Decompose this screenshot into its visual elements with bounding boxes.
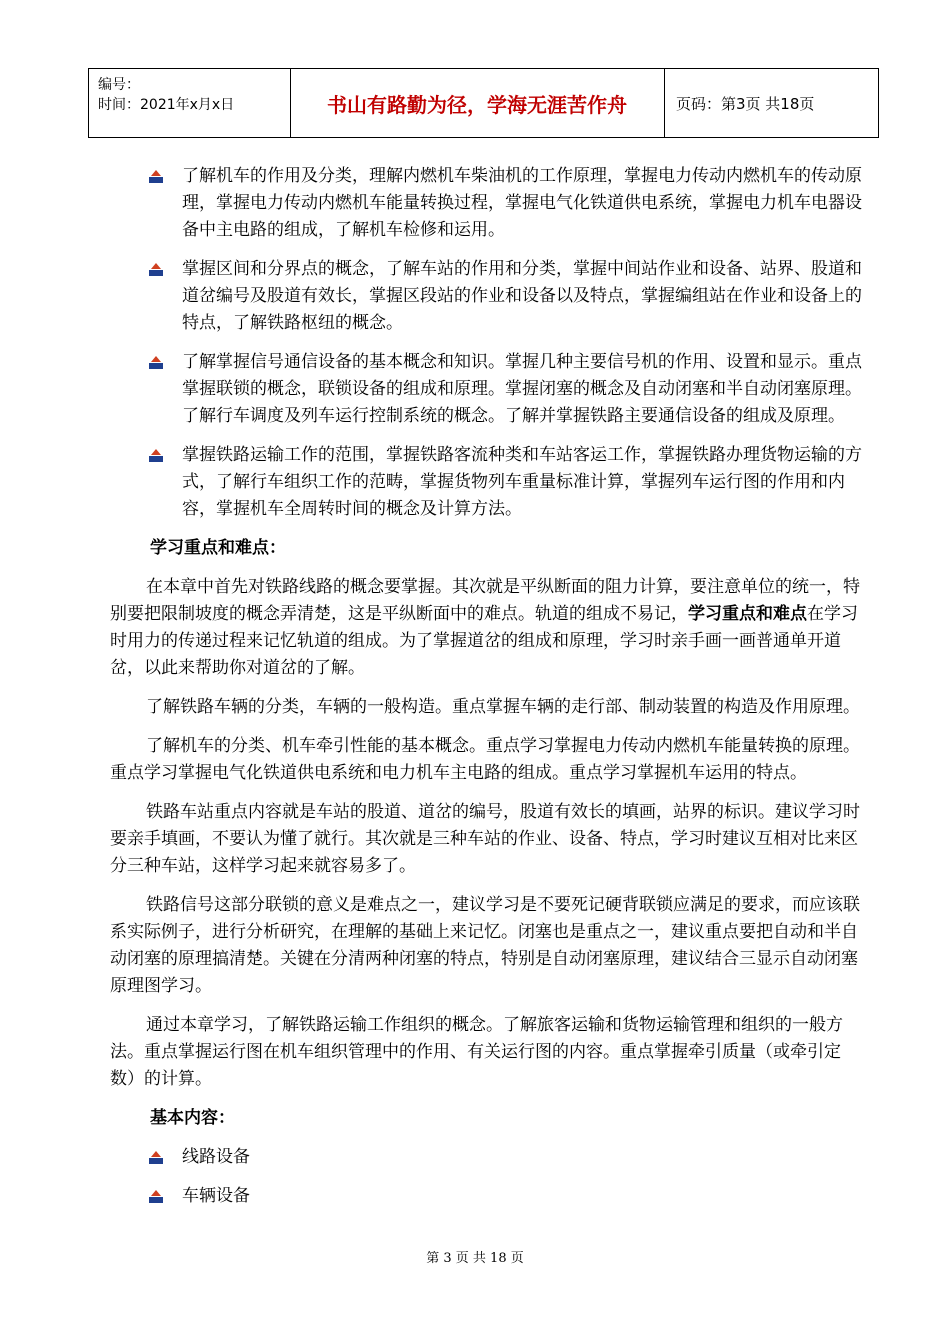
bullet-icon [148,170,164,184]
objective-text: 掌握区间和分界点的概念，了解车站的作用和分类，掌握中间站作业和设备、站界、股道和道岔编号及股道有效长，掌握区段站的作业和设备以及特点，掌握编组站在作业和设备上的特点，了解铁路枢纽的概念。 [182,259,862,333]
objective-text: 了解掌握信号通信设备的基本概念和知识。掌握几种主要信号机的作用、设置和显示。重点掌握联锁的概念，联锁设备的组成和原理。掌握闭塞的概念及自动闭塞和半自动闭塞原理。了解行车调度及列车运行控制系统的概念。了解并掌握铁路主要通信设备的组成及原理。 [182,352,862,426]
content-item [110,1144,866,1171]
bullet-icon [148,356,164,370]
objective-item [110,349,866,430]
objective-item [110,442,866,523]
header-divider [664,69,665,137]
content-item-text: 车辆设备 [182,1186,250,1206]
header-divider [878,69,879,137]
header-page-info: 页码：第3页 共18页 [676,94,815,113]
paragraph: 了解机车的分类、机车牵引性能的基本概念。重点学习掌握电力传动内燃机车能量转换的原理。重点学习掌握电气化铁道供电系统和电力机车主电路的组成。重点学习掌握机车运用的特点。 [110,736,860,783]
page-header [88,68,879,138]
content-item-text: 线路设备 [182,1147,250,1167]
header-meta [98,75,234,115]
paragraph-text: 在学习时用力的传递过程来记忆轨道的组成。为了掌握道岔的组成和原理，学习时亲手画一画普通单开道岔，以此来帮助你对道岔的了解。 [110,604,858,678]
time-label: 时间：2021年x月x日 [98,97,235,113]
bullet-icon [148,449,164,463]
section-heading-basic-content: 基本内容： [150,1108,235,1128]
objective-item [110,163,866,244]
objective-text: 了解机车的作用及分类，理解内燃机车柴油机的工作原理，掌握电力传动内燃机车的传动原理，掌握电力传动内燃机车能量转换过程，掌握电气化铁道供电系统，掌握电力机车电器设备中主电路的组成，了解机车检修和运用。 [182,166,862,240]
paragraph: 铁路信号这部分联锁的意义是难点之一，建议学习是不要死记硬背联锁应满足的要求，而应该联系实际例子，进行分析研究，在理解的基础上来记忆。闭塞也是重点之一，建议重点要把自动和半自动闭塞的原理搞清楚。关键在分清两种闭塞的特点，特别是自动闭塞原理，建议结合三显示自动闭塞原理图学习。 [110,895,860,996]
header-divider [88,69,89,137]
paragraph-text: 在本章中首先对铁路线路的概念要掌握。其次就是平纵断面的阻力计算，要注意单位的统一，特别要把限制坡度的概念弄清楚，这是平纵断面中的难点。轨道的组成不易记， [110,577,860,624]
paragraph [110,574,866,682]
paragraph-bold-text: 学习重点和难点 [688,604,807,624]
objective-item [110,256,866,337]
paragraph: 通过本章学习，了解铁路运输工作组织的概念。了解旅客运输和货物运输管理和组织的一般方法。重点掌握运行图在机车组织管理中的作用、有关运行图的内容。重点掌握牵引质量（或牵引定数）的计算。 [110,1015,843,1089]
objective-text: 掌握铁路运输工作的范围，掌握铁路客流种类和车站客运工作，掌握铁路办理货物运输的方式，了解行车组织工作的范畴，掌握货物列车重量标准计算，掌握列车运行图的作用和内容，掌握机车全周转时间的概念及计算方法。 [182,445,862,519]
paragraph: 了解铁路车辆的分类，车辆的一般构造。重点掌握车辆的走行部、制动装置的构造及作用原理。 [146,697,860,717]
paragraph: 铁路车站重点内容就是车站的股道、道岔的编号，股道有效长的填画，站界的标识。建议学习时要亲手填画，不要认为懂了就行。其次就是三种车站的作业、设备、特点，学习时建议互相对比来区分三种车站，这样学习起来就容易多了。 [110,802,860,876]
bullet-icon [148,263,164,277]
header-motto: 书山有路勤为径，学海无涯苦作舟 [327,92,627,117]
page-footer: 第 3 页 共 18 页 [426,1251,524,1266]
content-item [110,1183,866,1210]
bullet-icon [148,1190,164,1204]
section-heading-key-points: 学习重点和难点： [150,538,286,558]
bullet-icon [148,1151,164,1165]
document-body [110,163,866,1222]
number-label: 编号： [98,77,140,93]
